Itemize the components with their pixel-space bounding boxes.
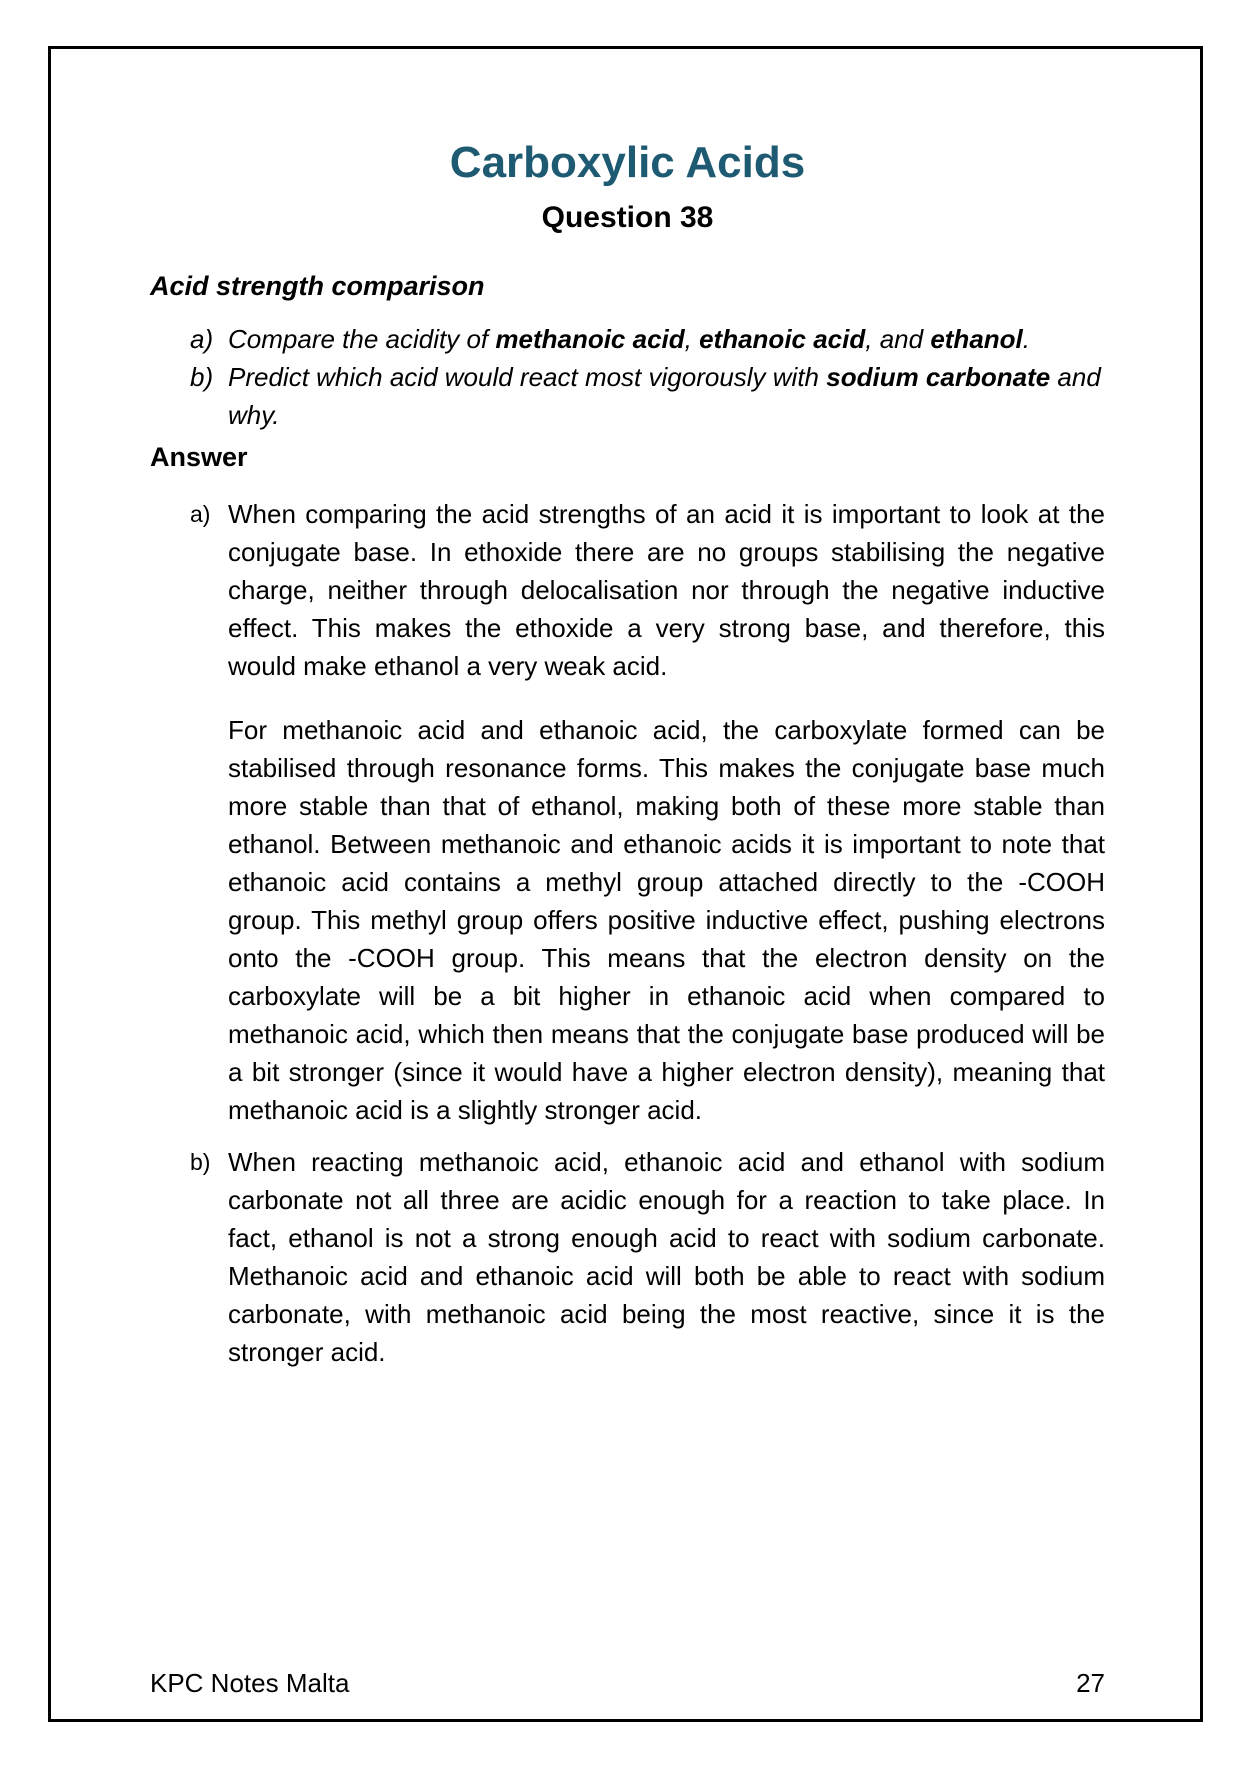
question-b-bold-term: sodium carbonate	[826, 362, 1051, 393]
answer-a-paragraph-2: For methanoic acid and ethanoic acid, the carboxylate formed can be stabilised through resonance forms. This makes the conjugate base much more stable than that of ethanol, making both of these more stable than ethanol. Between methanoic and ethanoic acids it is important to note that ethanoic acid contains a methyl group attached directly to the -COOH group. This methyl group offers positive inductive effect, pushing electrons onto the -COOH group. This means that the electron density on the carboxylate will be a bit higher in ethanoic acid when compared to methanoic acid, which then means that the conjugate base produced will be a bit stronger (since it would have a higher electron density), meaning that methanoic acid is a slightly stronger acid.	[228, 715, 1105, 1126]
question-b-segment: and why.	[228, 362, 1101, 431]
answer-b-paragraph-1: When reacting methanoic acid, ethanoic acid and ethanol with sodium carbonate not all three are acidic enough for a reaction to take place. In fact, ethanol is not a strong enough acid to react with sodium carbonate. Methanoic acid and ethanoic acid will both be able to react with sodium carbonate, with methanoic acid being the most reactive, since it is the stronger acid.	[228, 1147, 1105, 1368]
answer-item-b-body	[228, 1143, 1105, 1371]
question-item-b	[150, 358, 1105, 434]
question-a-segment: .	[1022, 324, 1030, 355]
answer-item-b-marker: b)	[190, 1149, 211, 1176]
answer-item-b	[150, 1143, 1105, 1371]
question-a-segment: , and	[865, 324, 931, 355]
question-a-bold-term: ethanol	[930, 324, 1023, 355]
page-title: Carboxylic Acids	[449, 138, 806, 187]
question-a-bold-term: ethanoic acid	[699, 324, 866, 355]
question-b-segment: Predict which acid would react most vigorously with	[228, 362, 827, 393]
question-item-a-text	[228, 320, 1105, 358]
question-item-b-text	[228, 358, 1105, 434]
question-list	[150, 320, 1105, 434]
question-number-heading: Question 38	[541, 201, 714, 234]
question-item-b-marker: b)	[190, 362, 214, 393]
footer-brand: KPC Notes Malta	[150, 1668, 350, 1698]
answer-item-a-marker: a)	[190, 501, 211, 528]
question-item-a-marker: a)	[190, 324, 214, 355]
answer-a-paragraph-1: When comparing the acid strengths of an acid it is important to look at the conjugate base. In ethoxide there are no groups stabilising the negative charge, neither through delocalisation nor through the negative inductive effect. This makes the ethoxide a very strong base, and therefore, this would make ethanol a very weak acid.	[228, 499, 1105, 682]
question-item-a	[150, 320, 1105, 358]
answer-item-a	[150, 495, 1105, 1129]
answer-heading: Answer	[150, 442, 248, 473]
section-heading: Acid strength comparison	[150, 271, 485, 301]
question-a-segment: ,	[684, 324, 700, 355]
answer-list	[150, 495, 1105, 1371]
page-footer	[150, 1666, 1105, 1700]
question-a-bold-term: methanoic acid	[495, 324, 685, 355]
question-a-segment: Compare the acidity of	[228, 324, 496, 355]
footer-page-number: 27	[1076, 1668, 1105, 1698]
answer-item-a-body	[228, 495, 1105, 1129]
page-content	[150, 49, 1105, 1371]
